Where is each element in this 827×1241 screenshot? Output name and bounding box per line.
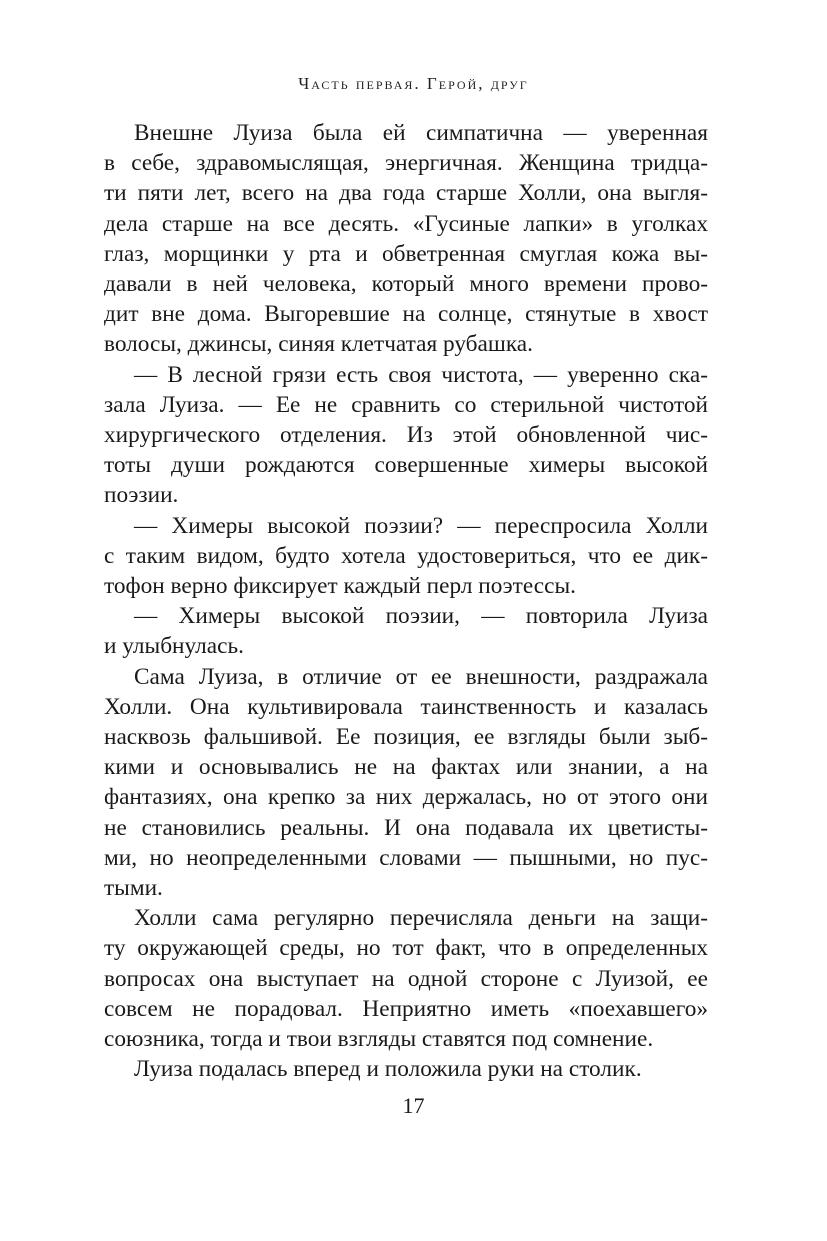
text-line: совсем не порадовал. Неприятно иметь «поехавшего» xyxy=(104,995,708,1022)
text-line: — Химеры высокой поэзии? — переспросила Холли xyxy=(134,512,708,539)
paragraph xyxy=(104,118,708,360)
paragraph xyxy=(104,1054,708,1084)
text-line: ту окружающей среды, но тот факт, что в определенных xyxy=(104,935,708,962)
text-line: насквозь фальшивой. Ее позиция, ее взгляды были зыб- xyxy=(104,724,708,751)
text-line: тоты души рождаются совершенные химеры высокой xyxy=(104,452,708,479)
text-line: Внешне Луиза была ей симпатична — уверенная xyxy=(134,120,708,146)
text-line: Холли сама регулярно перечисляла деньги на защи- xyxy=(134,905,708,932)
text-line: фантазиях, она крепко за них держалась, но от этого они xyxy=(104,784,708,811)
paragraph xyxy=(104,601,708,661)
page-number: 17 xyxy=(402,1093,425,1118)
body-text xyxy=(104,118,708,1085)
paragraph xyxy=(104,903,708,1054)
text-line: волосы, джинсы, синяя клетчатая рубашка. xyxy=(104,331,533,358)
text-line: ми, но неопределенными словами — пышными, но пус- xyxy=(104,844,708,871)
text-line: вопросах она выступает на одной стороне с Луизой, ее xyxy=(104,965,708,992)
paragraph xyxy=(104,360,708,511)
text-line: кими и основывались не на фактах или знании, а на xyxy=(104,754,708,781)
text-line: дит вне дома. Выгоревшие на солнце, стянутые в хвост xyxy=(104,301,708,328)
text-line: тыми. xyxy=(104,875,163,902)
text-line: зала Луиза. — Ее не сравнить со стерильной чистотой xyxy=(104,391,708,418)
text-line: с таким видом, будто хотела удостовериться, что ее дик- xyxy=(104,542,708,569)
text-line: Сама Луиза, в отличие от ее внешности, раздражала xyxy=(134,663,708,690)
paragraph xyxy=(104,511,708,602)
text-line: поэзии. xyxy=(104,482,179,509)
text-line: — Химеры высокой поэзии, — повторила Луиза xyxy=(134,603,708,630)
text-line: хирургического отделения. Из этой обновленной чис- xyxy=(104,422,708,449)
text-line: давали в ней человека, который много времени прово- xyxy=(104,271,708,298)
text-line: — В лесной грязи есть своя чистота, — уверенно ска- xyxy=(134,361,708,388)
text-line: дела старше на все десять. «Гусиные лапки» в уголках xyxy=(104,210,708,237)
text-line: глаз, морщинки у рта и обветренная смуглая кожа вы- xyxy=(104,240,708,267)
text-line: Луиза подалась вперед и положила руки на столик. xyxy=(134,1056,642,1083)
text-line: Холли. Она культивировала таинственность и казалась xyxy=(104,693,708,720)
running-head: Часть первая. Герой, друг xyxy=(298,74,529,93)
text-line: не становились реальны. И она подавала их цветисты- xyxy=(104,814,708,841)
paragraph xyxy=(104,662,708,904)
text-line: тофон верно фиксирует каждый перл поэтессы. xyxy=(104,573,576,600)
text-line: союзника, тогда и твои взгляды ставятся под сомнение. xyxy=(104,1026,654,1053)
text-line: и улыбнулась. xyxy=(104,633,244,660)
text-line: ти пяти лет, всего на два года старше Холли, она выгля- xyxy=(104,180,708,207)
text-line: в себе, здравомыслящая, энергичная. Женщина тридца- xyxy=(104,150,708,177)
